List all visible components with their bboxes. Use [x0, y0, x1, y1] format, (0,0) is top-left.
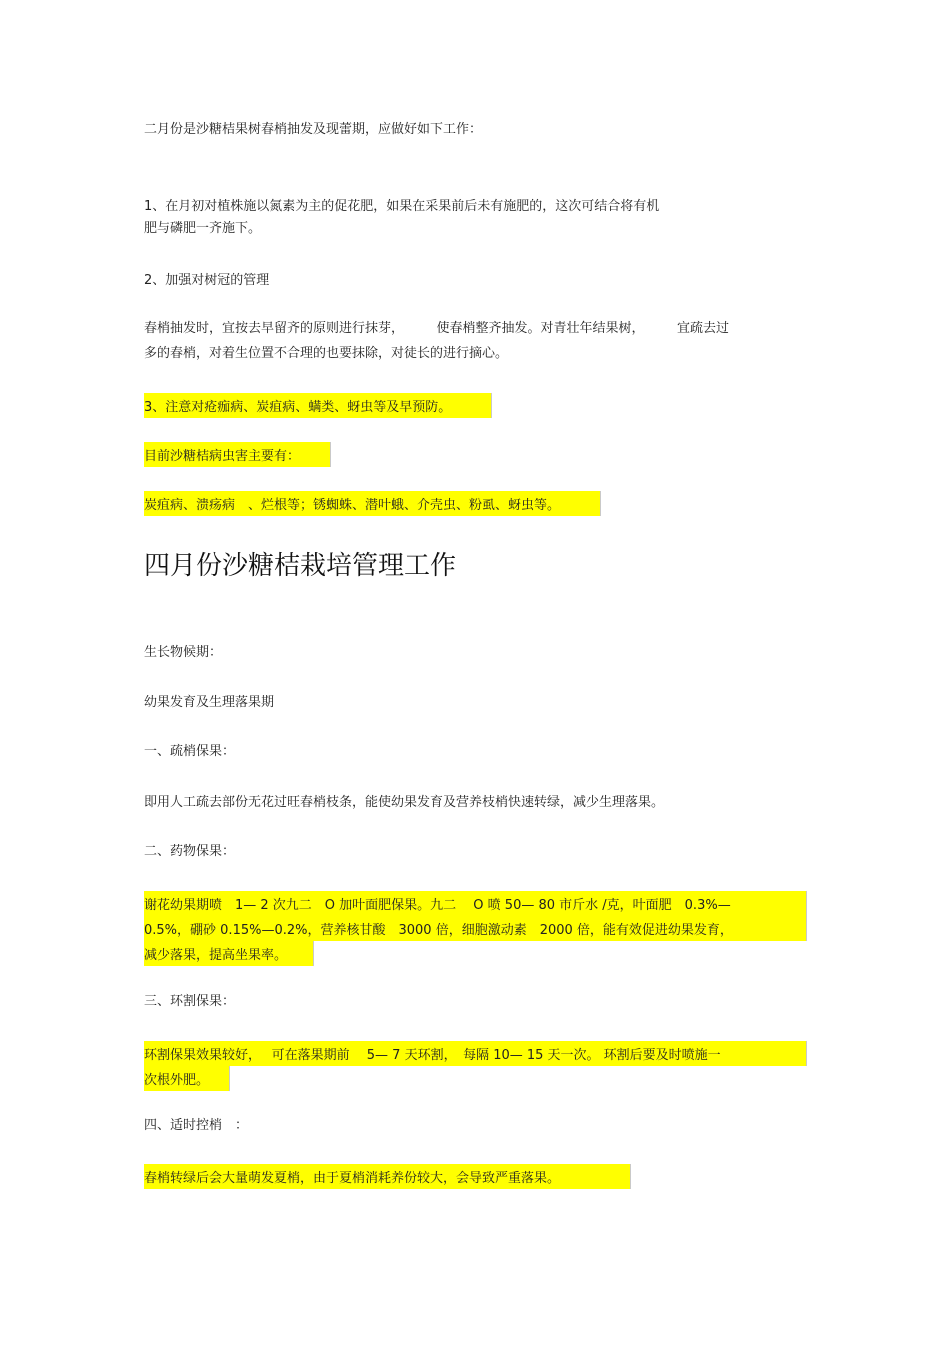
s2-heading: 二、药物保果：: [144, 844, 236, 859]
s3-block: [144, 1041, 807, 1091]
s1-text: 即用人工疏去部份无花过旺春梢枝条，能使幼果发育及营养枝梢快速转绿，减少生理落果。: [144, 795, 665, 810]
item2-text-line2: 多的春梢，对着生位置不合理的也要抹除，对徒长的进行摘心。: [144, 346, 509, 361]
section-title: 四月份沙糖桔栽培管理工作: [144, 551, 457, 581]
item3-block: [144, 393, 492, 418]
item2-text-line1: 春梢抽发时，宜按去早留齐的原则进行抹芽， 使春梢整齐抽发。对青壮年结果树， 宜疏去过: [144, 321, 730, 336]
s4-block: [144, 1164, 631, 1189]
s3-line2-highlighted: 次根外肥。: [144, 1066, 230, 1091]
pests-list-highlighted: 炭疽病、溃疡病 、烂根等；锈蜘蛛、潜叶蛾、介壳虫、粉虱、蚜虫等。: [144, 491, 601, 516]
s3-line1-highlighted: 环割保果效果较好， 可在落果期前 5— 7 天环割， 每隔 10— 15 天一次。 环割后要及时喷施一: [144, 1041, 807, 1066]
intro-line: 二月份是沙糖桔果树春梢抽发及现蕾期，应做好如下工作：: [144, 122, 483, 137]
s4-text-highlighted: 春梢转绿后会大量萌发夏梢，由于夏梢消耗养份较大，会导致严重落果。: [144, 1164, 631, 1189]
phenology-value: 幼果发育及生理落果期: [144, 695, 275, 710]
s2-block: [144, 891, 807, 966]
item2-heading: 2、加强对树冠的管理: [144, 273, 270, 288]
s2-line2-highlighted: 0.5%，硼砂 0.15%—0.2%，营养核甘酸 3000 倍，细胞激动素 2000 倍，能有效促进幼果发育，: [144, 916, 807, 941]
item1-line2: 肥与磷肥一齐施下。: [144, 221, 262, 236]
phenology-label: 生长物候期：: [144, 645, 223, 660]
s4-heading: 四、适时控梢 ：: [144, 1118, 249, 1133]
pests-intro-block: [144, 442, 331, 467]
pests-intro-highlighted: 目前沙糖桔病虫害主要有：: [144, 442, 331, 467]
s2-line3-highlighted: 减少落果，提高坐果率。: [144, 941, 314, 966]
s3-heading: 三、环割保果：: [144, 994, 236, 1009]
pests-list-block: [144, 491, 601, 516]
s1-heading: 一、疏梢保果：: [144, 744, 236, 759]
s2-line1-highlighted: 谢花幼果期喷 1— 2 次九二 O 加叶面肥保果。九二 O 喷 50— 80 市斤水 /克，叶面肥 0.3%—: [144, 891, 807, 916]
item3-highlighted: 3、注意对疮痂病、炭疽病、螨类、蚜虫等及早预防。: [144, 393, 492, 418]
item1-line1: 1、在月初对植株施以氮素为主的促花肥，如果在采果前后未有施肥的，这次可结合将有机: [144, 199, 660, 214]
